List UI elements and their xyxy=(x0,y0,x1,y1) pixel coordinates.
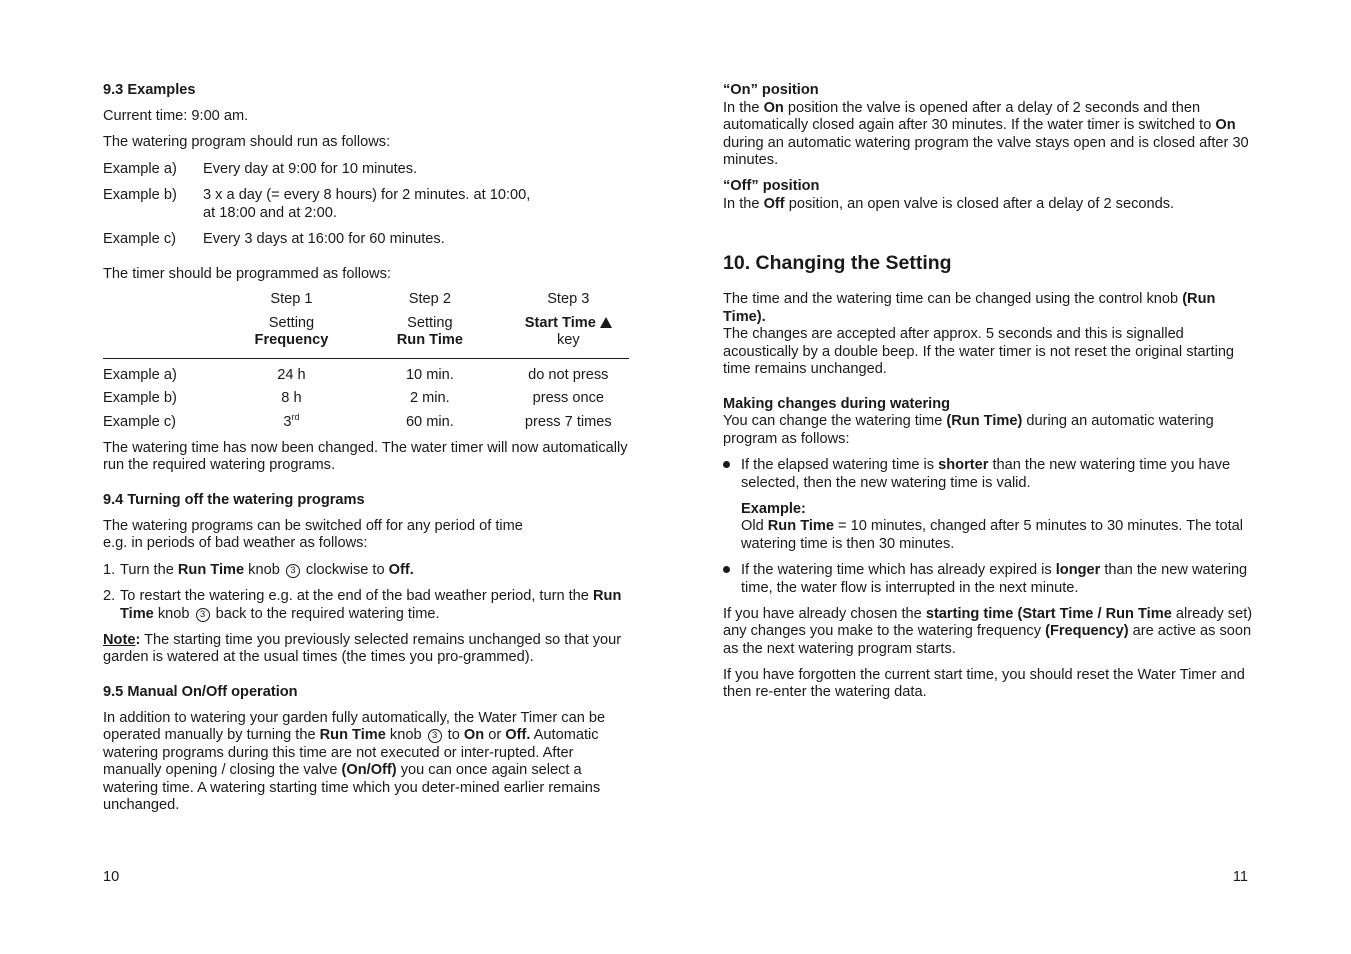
after-table-text: The watering time has now been changed. The water timer will now automatically run the required watering programs. xyxy=(103,439,628,473)
example-label: Example c) xyxy=(103,231,176,247)
bullet-item: If the watering time which has already expired is longer than the new watering time, the water flow is interrupted in the next minute. xyxy=(723,562,1253,597)
start-time-paragraph: If you have already chosen the starting time (Start Time / Run Time already set) any changes you make to the watering frequency (Frequency) are active as soon as the next watering program starts. xyxy=(723,605,1253,657)
timer-intro-text: The timer should be programmed as follows: xyxy=(103,265,391,282)
table-header-row xyxy=(103,291,629,358)
example-b-row xyxy=(103,187,633,222)
circled-number-icon: 3 xyxy=(286,564,300,578)
section-heading-9-3: 9.3 Examples xyxy=(103,82,196,98)
program-intro-text: The watering program should run as follows: xyxy=(103,134,391,150)
example-text: 3 x a day (= every 8 hours) for 2 minutes. at 10:00, at 18:00 and at 2:00. xyxy=(203,187,531,221)
making-changes-text: You can change the watering time (Run Time) during an automatic watering program as follows: xyxy=(723,413,1214,447)
example-block xyxy=(741,501,1253,554)
example-label: Example b) xyxy=(103,187,177,203)
step-1-header: Step 1 Setting Frequency xyxy=(231,291,352,358)
bullet-icon xyxy=(723,562,741,597)
current-time-text: Current time: 9:00 am. xyxy=(103,108,249,124)
s94-intro: The watering programs can be switched off for any period of time e.g. in periods of bad weather as follows: xyxy=(103,517,523,551)
example-a-row xyxy=(103,161,633,179)
table-row: Example c) 3rd 60 min. press 7 times xyxy=(103,411,612,430)
section-heading-10: 10. Changing the Setting xyxy=(723,252,952,274)
example-text: Every 3 days at 16:00 for 60 minutes. xyxy=(203,231,445,247)
example-label: Example a) xyxy=(103,160,177,177)
off-position-text: In the Off position, an open valve is closed after a delay of 2 seconds. xyxy=(723,195,1175,212)
example-text: Every day at 9:00 for 10 minutes. xyxy=(203,160,418,177)
left-page xyxy=(103,82,633,815)
circled-number-icon: 3 xyxy=(428,729,442,743)
s10-paragraph-2: The changes are accepted after approx. 5 seconds and this is signalled acoustically by a double beep. If the water timer is not reset the original starting time remains unchanged. xyxy=(723,326,1235,377)
on-position-text: In the On position the valve is opened after a delay of 2 seconds and then automatically closed again after 30 minutes. If the water timer is switched to On during an automatic watering program the valve stays open and is closed after 30 minutes. xyxy=(723,99,1249,168)
section-heading-9-4: 9.4 Turning off the watering programs xyxy=(103,491,365,508)
list-item: 1. Turn the Run Time knob 3 clockwise to Off. xyxy=(103,561,414,578)
circled-number-icon: 3 xyxy=(196,608,210,622)
example-c-row xyxy=(103,231,633,249)
step-3-header: Step 3 Start Time key xyxy=(508,291,629,358)
page-number-left: 10 xyxy=(103,869,120,885)
note-paragraph: Note: The starting time you previously selected remains unchanged so that your garden is watered at the usual times (the times you pro-grammed). xyxy=(103,631,622,665)
on-position-heading: “On” position xyxy=(723,82,819,98)
s95-paragraph: In addition to watering your garden fully automatically, the Water Timer can be operated manually by turning the Run Time knob 3 to On or Off. Automatic watering programs during this time are not executed or inter-rupted. After manually opening / closing the valve (On/Off) you can once again select a watering time. A watering starting time which you deter-mined earlier remains unchanged. xyxy=(103,709,606,813)
programming-table xyxy=(103,291,629,431)
triangle-up-icon xyxy=(600,317,612,328)
example-label: Example: xyxy=(741,500,806,517)
s10-paragraph-1: The time and the watering time can be changed using the control knob (Run Time). xyxy=(723,291,1216,325)
page-number-right: 11 xyxy=(1232,869,1248,885)
example-text: Old Run Time = 10 minutes, changed after 5 minutes to 30 minutes. The total watering time is then 30 minutes. xyxy=(741,518,1244,552)
table-row: Example a) 24 h 10 min. do not press xyxy=(103,366,609,383)
off-position-heading: “Off” position xyxy=(723,178,820,194)
right-page xyxy=(723,82,1253,702)
making-changes-heading: Making changes during watering xyxy=(723,395,951,412)
forgot-paragraph: If you have forgotten the current start time, you should reset the Water Timer and then re-enter the watering data. xyxy=(723,666,1245,700)
step-2-header: Step 2 Setting Run Time xyxy=(352,291,507,358)
list-item: 2. To restart the watering e.g. at the end of the bad weather period, turn the Run Time knob 3 back to the required watering time. xyxy=(103,588,622,622)
bullet-icon xyxy=(723,457,741,492)
bullet-item: If the elapsed watering time is shorter than the new watering time you have selected, then the new watering time is valid. xyxy=(723,457,1253,492)
section-heading-9-5: 9.5 Manual On/Off operation xyxy=(103,683,298,700)
table-row: Example b) 8 h 2 min. press once xyxy=(103,390,604,406)
